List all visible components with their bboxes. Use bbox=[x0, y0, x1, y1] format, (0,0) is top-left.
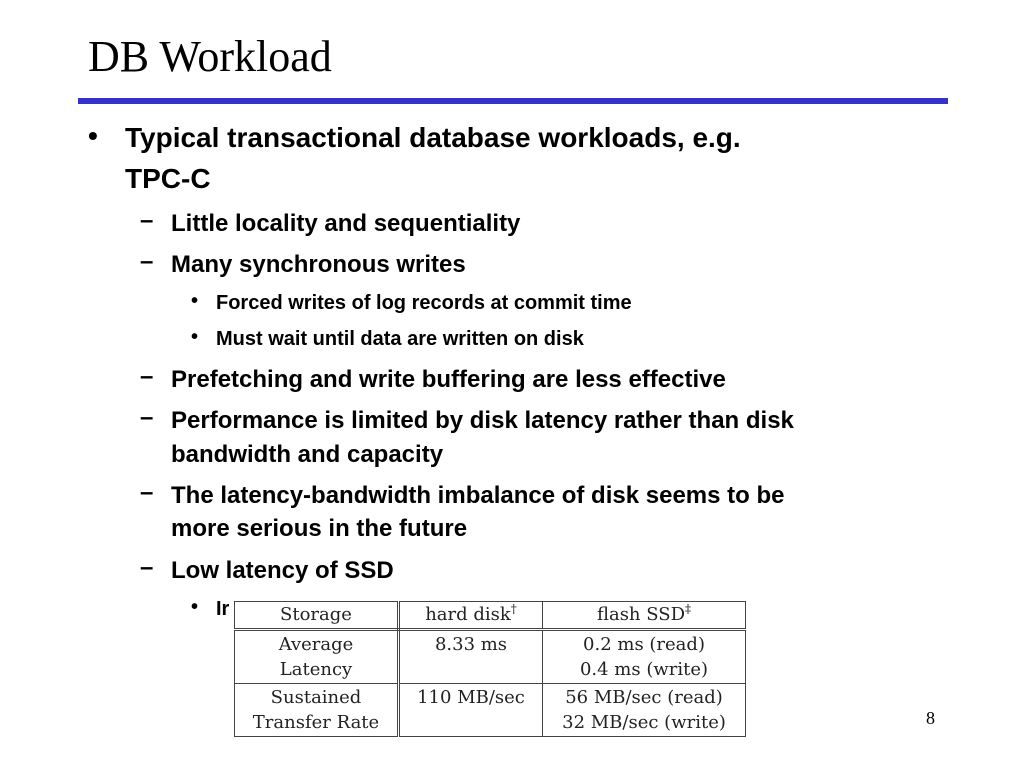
title-divider bbox=[78, 98, 948, 104]
sub-bullet-marker: – bbox=[140, 479, 154, 506]
table-cell bbox=[543, 684, 746, 737]
table-header-cell bbox=[235, 602, 399, 630]
storage-comparison-table bbox=[234, 601, 746, 737]
sub-bullet-marker: – bbox=[140, 207, 154, 234]
table-row bbox=[235, 684, 746, 737]
row-label: Sustained bbox=[270, 687, 362, 708]
header-hard-disk: hard disk bbox=[425, 604, 511, 625]
bullet-text: Typical transactional database workloads, e.g. bbox=[125, 122, 741, 153]
row-label: Transfer Rate bbox=[252, 712, 380, 733]
subsub-bullet-marker: • bbox=[191, 596, 199, 618]
table-row bbox=[235, 630, 746, 684]
sub-bullet-text: The latency-bandwidth imbalance of disk seems to be bbox=[171, 482, 785, 509]
double-dagger-mark: ‡ bbox=[685, 602, 692, 616]
sub-bullet-marker: – bbox=[140, 404, 154, 431]
ssd-value: 0.2 ms (read) bbox=[583, 634, 705, 655]
sub-bullet-text: Performance is limited by disk latency rather than disk bbox=[171, 407, 794, 434]
sub-bullet-text-continued: bandwidth and capacity bbox=[171, 441, 444, 468]
subsub-bullet-marker: • bbox=[191, 326, 199, 348]
table-cell bbox=[543, 630, 746, 684]
ssd-value: 32 MB/sec (write) bbox=[562, 712, 726, 733]
table-cell bbox=[235, 630, 399, 684]
ssd-value: 56 MB/sec (read) bbox=[565, 687, 723, 708]
subsub-bullet-text: Must wait until data are written on disk bbox=[216, 328, 584, 350]
table-header-row bbox=[235, 602, 746, 630]
sub-bullet-marker: – bbox=[140, 363, 154, 390]
dagger-mark: † bbox=[510, 602, 517, 616]
sub-bullet-marker: – bbox=[140, 554, 154, 581]
sub-bullet-text: Low latency of SSD bbox=[171, 557, 394, 584]
bullet-text-continued: TPC-C bbox=[125, 163, 211, 194]
header-flash-ssd: flash SSD bbox=[596, 604, 686, 625]
sub-bullet-text: Many synchronous writes bbox=[171, 251, 466, 278]
table-cell bbox=[399, 684, 543, 737]
subsub-bullet-marker: • bbox=[191, 290, 199, 312]
sub-bullet-text: Little locality and sequentiality bbox=[171, 210, 521, 237]
hdd-value: 8.33 ms bbox=[434, 634, 508, 655]
subsub-bullet-text: Ir bbox=[216, 598, 230, 620]
table-cell bbox=[399, 630, 543, 684]
table-cell bbox=[235, 684, 399, 737]
row-label: Average bbox=[278, 634, 354, 655]
sub-bullet-marker: – bbox=[140, 248, 154, 275]
bullet-marker: • bbox=[88, 120, 98, 151]
table-header-cell bbox=[543, 602, 746, 630]
sub-bullet-text: Prefetching and write buffering are less effective bbox=[171, 366, 726, 393]
header-storage: Storage bbox=[280, 604, 352, 625]
subsub-bullet-text: Forced writes of log records at commit time bbox=[216, 292, 632, 314]
row-label: Latency bbox=[279, 659, 353, 680]
ssd-value: 0.4 ms (write) bbox=[579, 659, 709, 680]
slide-title: DB Workload bbox=[88, 32, 332, 81]
table-header-cell bbox=[399, 602, 543, 630]
hdd-value: 110 MB/sec bbox=[417, 687, 525, 708]
sub-bullet-text-continued: more serious in the future bbox=[171, 515, 468, 542]
page-number: 8 bbox=[926, 708, 935, 728]
